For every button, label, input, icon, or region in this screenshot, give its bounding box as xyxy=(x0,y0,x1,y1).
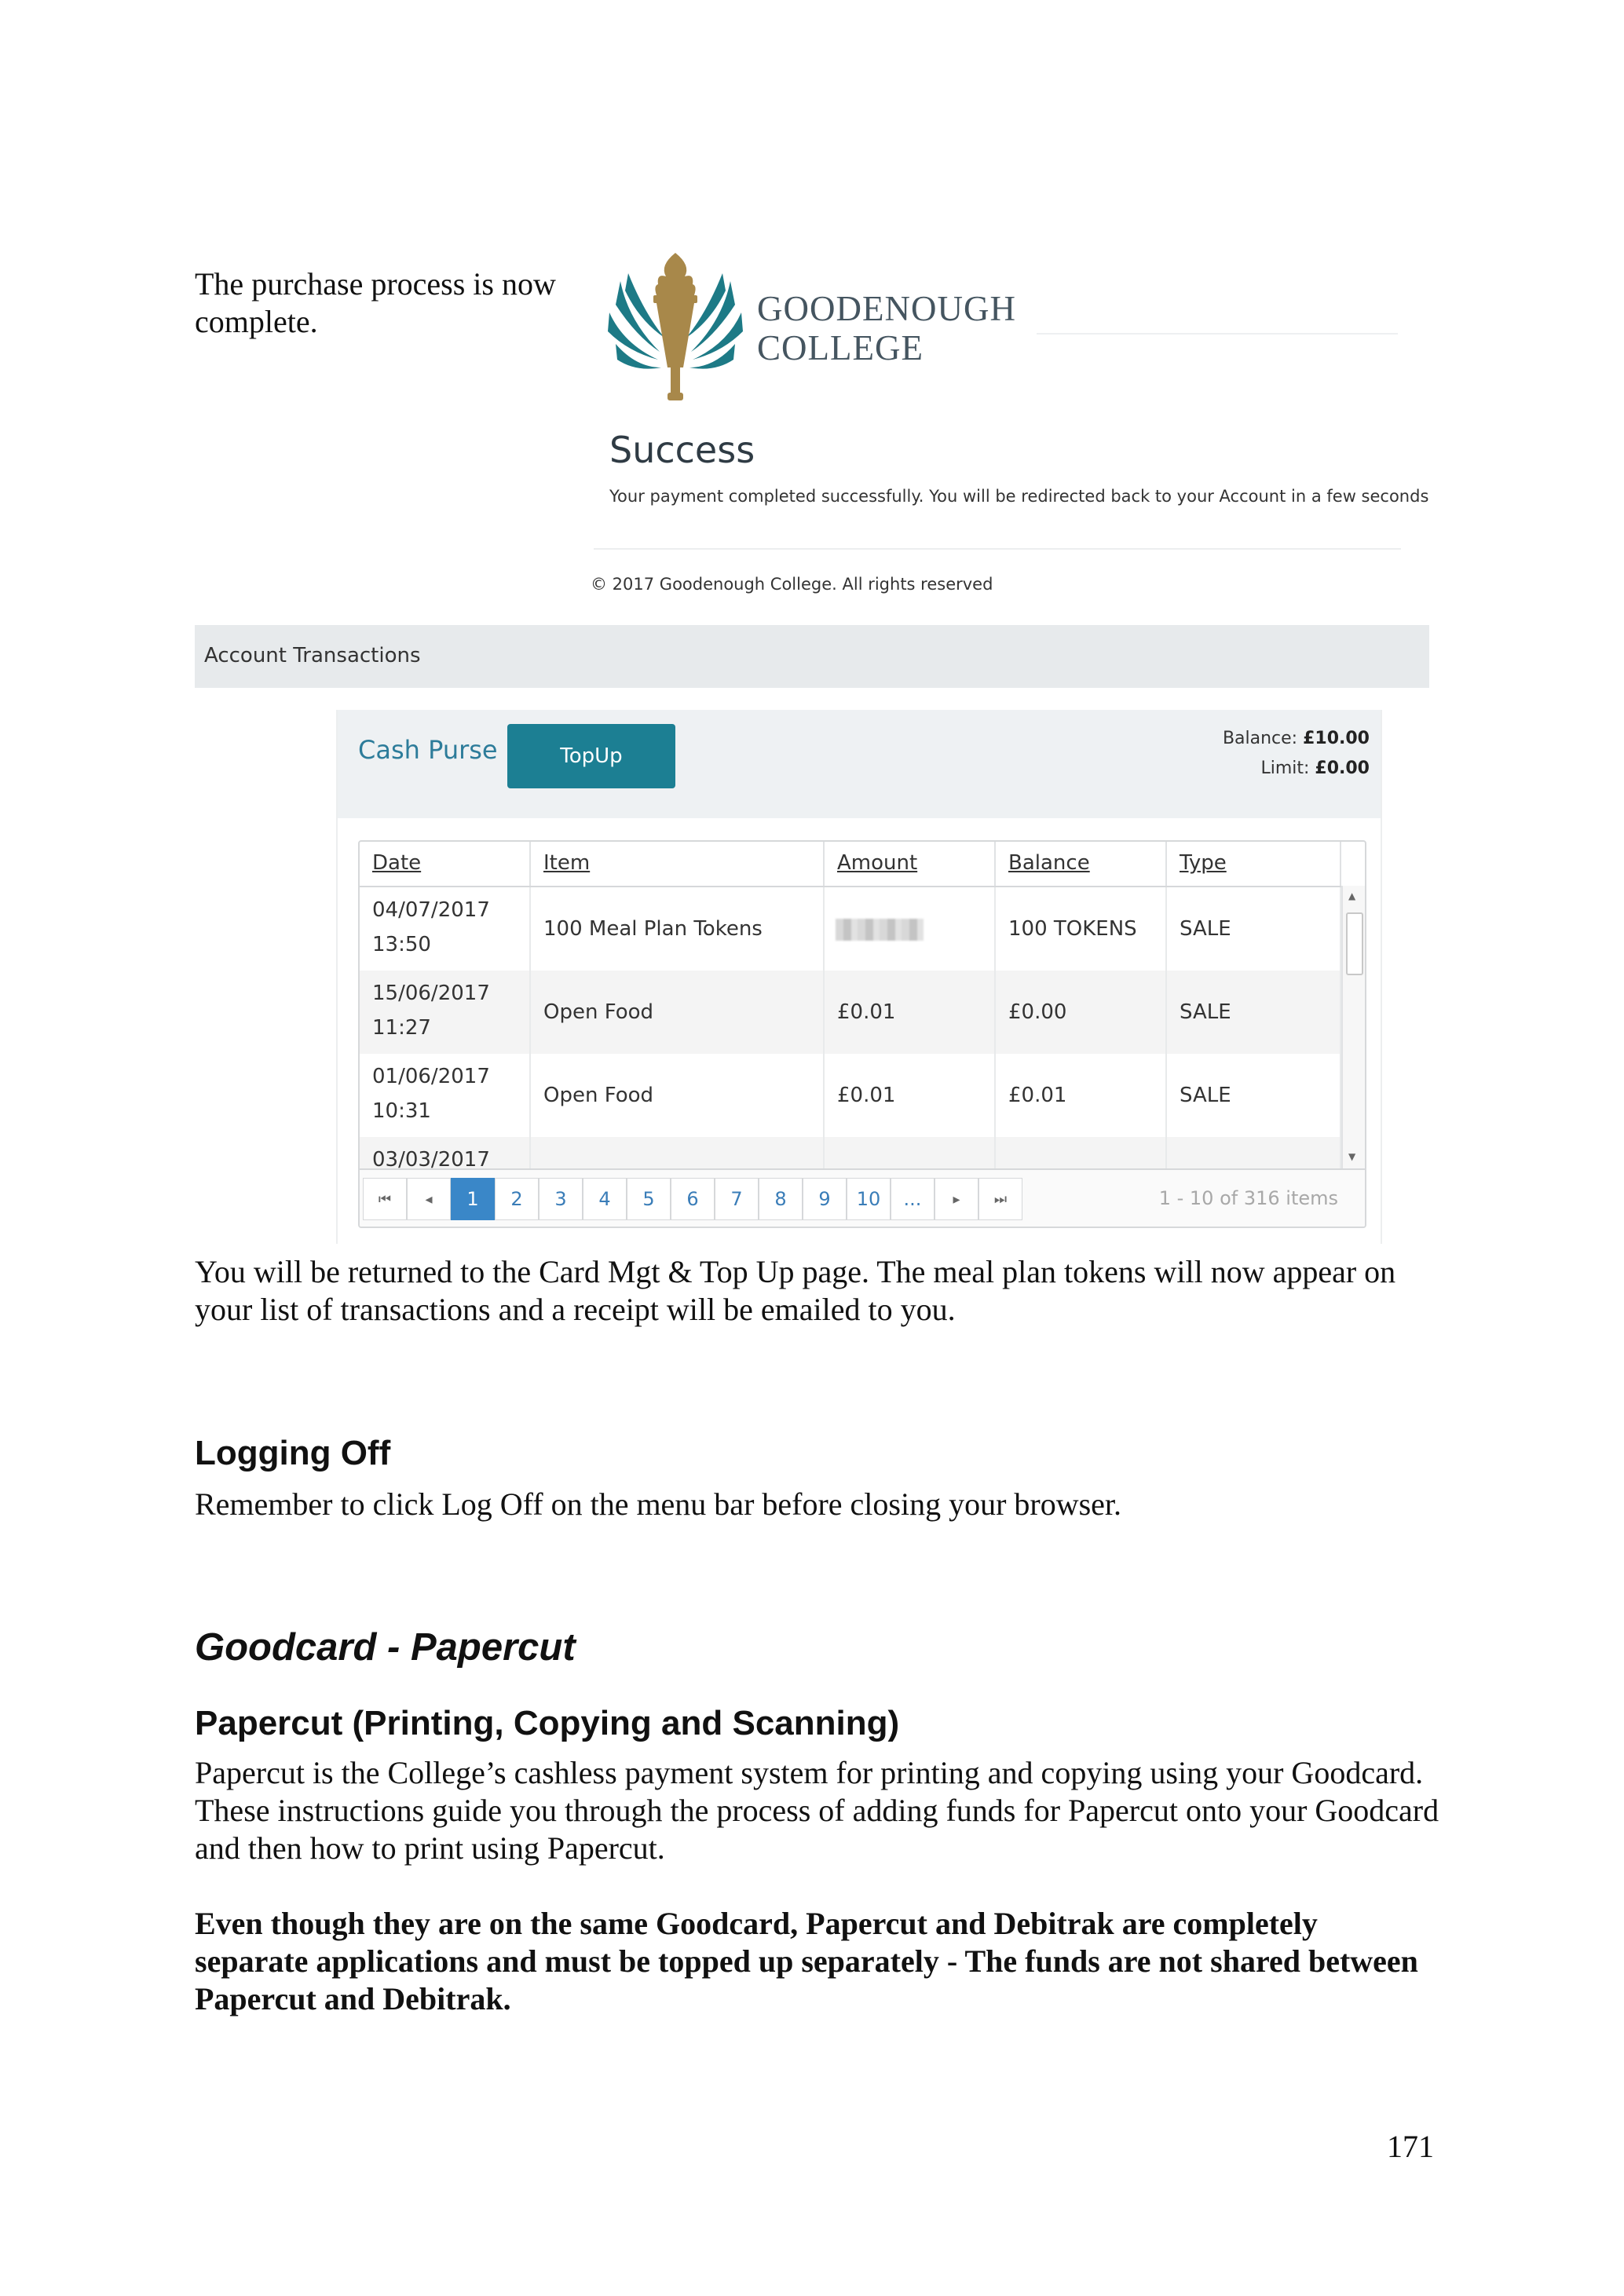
limit-label: Limit: xyxy=(1260,759,1310,778)
papercut-intro: Papercut is the College’s cashless payment system for printing and copying using your Goodcard. These instructions guide you through the process of adding funds for Papercut onto your Goodcard and then how to print using Papercut. xyxy=(195,1755,1439,1866)
topup-button[interactable]: TopUp xyxy=(507,724,675,788)
page-button-3[interactable]: 3 xyxy=(539,1178,583,1220)
grid-scrollbar[interactable] xyxy=(1341,886,1365,1168)
column-header-balance[interactable]: Balance xyxy=(996,842,1167,886)
logo-wordmark xyxy=(757,289,1016,367)
table-row[interactable]: 15/06/2017 11:27 Open Food £0.01 £0.00 SALE xyxy=(360,971,1341,1054)
column-header-item[interactable]: Item xyxy=(531,842,825,886)
cash-purse-panel xyxy=(336,710,1382,1244)
page-button-9[interactable]: 9 xyxy=(803,1178,847,1220)
page-button-5[interactable]: 5 xyxy=(627,1178,671,1220)
page-button-2[interactable]: 2 xyxy=(495,1178,539,1220)
copyright-text: © 2017 Goodenough College. All rights reserved xyxy=(591,575,993,594)
papercut-heading: Papercut (Printing, Copying and Scanning) xyxy=(195,1704,900,1742)
papercut-warning: Even though they are on the same Goodcard, Papercut and Debitrak are completely separate applications and must be topped up separately - The funds are not shared between Papercut and Debitrak. xyxy=(195,1906,1418,2016)
page-button-1[interactable]: 1 xyxy=(451,1178,495,1220)
blurred-amount xyxy=(836,919,924,941)
header-divider xyxy=(1037,333,1398,335)
first-page-icon[interactable]: ⏮ xyxy=(363,1178,407,1220)
next-page-icon[interactable]: ▸ xyxy=(935,1178,978,1220)
page-button-4[interactable]: 4 xyxy=(583,1178,627,1220)
limit-value: £0.00 xyxy=(1315,759,1370,778)
scrollbar-thumb[interactable] xyxy=(1346,912,1363,975)
limit-line xyxy=(1223,754,1370,784)
page-button-10[interactable]: 10 xyxy=(847,1178,891,1220)
logging-off-text: Remember to click Log Off on the menu bar before closing your browser. xyxy=(195,1486,1122,1522)
column-header-date[interactable]: Date xyxy=(360,842,531,886)
balance-value: £10.00 xyxy=(1303,729,1370,748)
balance-line xyxy=(1223,724,1370,754)
goodenough-college-logo xyxy=(605,250,746,407)
account-transactions-title: Account Transactions xyxy=(204,644,421,667)
success-title: Success xyxy=(609,429,755,471)
column-header-type[interactable]: Type xyxy=(1167,842,1341,886)
column-header-amount[interactable]: Amount xyxy=(825,842,996,886)
intro-text: The purchase process is now complete. xyxy=(195,266,556,339)
returned-paragraph: You will be returned to the Card Mgt & Top Up page. The meal plan tokens will now appear on your list of transactions and a receipt will be emailed to you. xyxy=(195,1254,1396,1327)
page-button-7[interactable]: 7 xyxy=(715,1178,759,1220)
success-message: Your payment completed successfully. You will be redirected back to your Account in a few seconds xyxy=(609,487,1429,506)
page-number: 171 xyxy=(1387,2129,1434,2164)
panel-header xyxy=(338,710,1381,818)
cash-purse-title: Cash Purse xyxy=(358,735,498,765)
table-row[interactable]: 03/03/2017 xyxy=(360,1137,1341,1168)
page-button-more[interactable]: ... xyxy=(891,1178,935,1220)
scroll-up-icon[interactable]: ▲ xyxy=(1348,890,1356,901)
logo-line-2: COLLEGE xyxy=(757,328,924,367)
prev-page-icon[interactable]: ◂ xyxy=(407,1178,451,1220)
logo-line-1: GOODENOUGH xyxy=(757,289,1016,328)
table-row[interactable]: 01/06/2017 10:31 Open Food £0.01 £0.01 SALE xyxy=(360,1054,1341,1137)
amount-cell-redacted xyxy=(825,887,996,971)
scroll-down-icon[interactable]: ▼ xyxy=(1348,1151,1356,1162)
page-button-8[interactable]: 8 xyxy=(759,1178,803,1220)
torch xyxy=(653,253,697,400)
logging-off-heading: Logging Off xyxy=(195,1434,391,1472)
success-divider xyxy=(594,548,1401,550)
page-button-6[interactable]: 6 xyxy=(671,1178,715,1220)
pager-info: 1 - 10 of 316 items xyxy=(1158,1187,1338,1209)
goodcard-papercut-title: Goodcard - Papercut xyxy=(195,1626,576,1669)
pager xyxy=(360,1168,1365,1228)
table-row[interactable]: 04/07/2017 13:50 100 Meal Plan Tokens 100 TOKENS SALE xyxy=(360,887,1341,971)
balance-block xyxy=(1223,724,1370,784)
transactions-grid xyxy=(358,840,1366,1228)
balance-label: Balance: xyxy=(1222,729,1298,748)
last-page-icon[interactable]: ⏭ xyxy=(978,1178,1022,1220)
account-transactions-bar xyxy=(195,625,1429,688)
